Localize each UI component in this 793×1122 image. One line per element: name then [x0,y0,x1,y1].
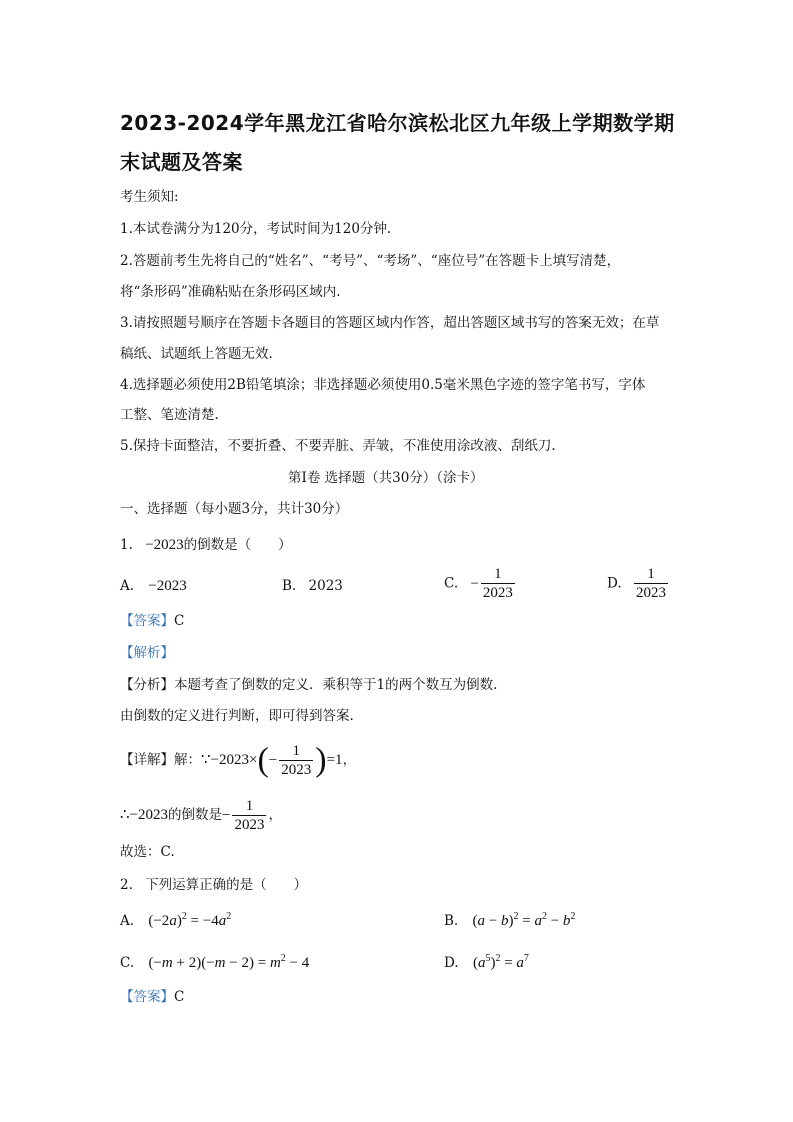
q1-detail-neg: − [268,752,278,769]
q1-fenxi [120,676,497,694]
notice-item-3-line-2: 稿纸、试题纸上答题无效. [120,346,273,362]
q1-option-d-fraction [634,566,668,602]
q1-therefore-fraction [232,798,266,834]
q1-option-c-sign: − [470,576,479,592]
q1-option-b-value: 2023 [308,578,343,594]
q1-option-a-value: −2023 [148,578,187,594]
q1-detail-equals: =1 [326,752,343,768]
q1-option-d-denominator: 2023 [635,585,666,601]
q1-text: 的倒数是（ ） [183,537,292,553]
q1-detail-numerator: 1 [292,742,301,759]
q1-detail-denominator: 2023 [281,761,312,778]
q2-option-b-formula: $(a - b)^2 = a^2 - b^2$ [472,911,576,929]
q1-therefore-text: 的倒数是 [168,807,223,823]
section-title: 第Ⅰ卷 选择题（共30分）（涂卡） [288,470,484,486]
q2-option-d-formula: $(a^5)^2 = a^7$ [472,953,529,971]
q2-option-c-label: C. [120,955,135,971]
q1-answer-tag: 【答案】 [120,613,174,629]
q1-therefore-neg: − [222,807,231,824]
therefore-symbol: ∴ [120,807,130,823]
q2-option-a-label: A. [120,913,135,929]
q1-fenxi-line-2: 由倒数的定义进行判断，即可得到答案. [120,708,354,724]
q2-option-a-formula: $(-2a)^2 = -4a^2$ [148,911,232,929]
q1-option-d-numerator: 1 [647,566,655,582]
q1-choose: 故选：C. [120,844,175,860]
q1-option-c-denominator: 2023 [482,585,513,601]
q1-detail-prefix: 解： [174,752,201,768]
q1-detail-comma: ， [342,752,357,768]
q1-therefore [120,795,282,836]
q2-number: 2. [120,877,133,893]
q1-detail-fraction [279,743,313,779]
q1-number: 1. [120,537,133,553]
notice-heading: 考生须知: [120,189,179,205]
q2-stem [120,876,307,894]
notice-item-2-line-1: 2.答题前考生先将自己的“姓名”、“考号”、“考场”、“座位号”在答题卡上填写清楚， [120,253,621,269]
doc-title-line-1: 2023-2024学年黑龙江省哈尔滨松北区九年级上学期数学期 [120,111,675,135]
q1-therefore-comma: ， [268,807,282,823]
notice-item-3-line-1: 3.请按照题号顺序在答题卡各题目的答题区域内作答，超出答题区域书写的答案无效；在草 [120,315,660,331]
doc-title-line-2: 末试题及答案 [120,150,243,174]
q1-option-c-label: C. [444,575,459,592]
q1-therefore-numerator: 1 [245,797,254,814]
q2-text: 下列运算正确的是（ ） [145,877,308,893]
left-paren: ( [257,741,269,779]
q2-option-c [120,950,309,972]
q1-therefore-expr: −2023 [129,807,169,823]
q1-option-a [120,577,187,595]
q1-fenxi-text: 本题考查了倒数的定义．乘积等于1的两个数互为倒数. [174,677,498,693]
q1-fenxi-tag: 【分析】 [120,677,174,693]
q1-analysis-tag: 【解析】 [120,645,174,661]
notice-item-1: 1.本试卷满分为120分，考试时间为120分钟. [120,221,392,237]
q1-option-b-label: B. [282,578,297,594]
q1-answer-value: C [174,613,185,629]
q2-option-b-label: B. [444,913,459,929]
q1-therefore-denominator: 2023 [234,816,265,833]
q1-option-c-numerator: 1 [494,566,502,582]
notice-item-4-line-2: 工整、笔迹清楚. [120,407,219,423]
q2-option-a [120,908,231,930]
q2-option-d-label: D. [444,955,459,971]
q1-option-c-fraction [481,566,515,602]
part-title: 一、选择题（每小题3分，共计30分） [120,501,349,517]
notice-item-5: 5.保持卡面整洁，不要折叠、不要弄脏、弄皱，不准使用涂改液、刮纸刀. [120,438,556,454]
q2-option-d [444,950,529,972]
right-paren: ) [315,741,327,779]
q2-answer-tag: 【答案】 [120,989,174,1005]
q1-stem [120,536,292,554]
notice-item-2-line-2: 将“条形码”准确粘贴在条形码区域内. [120,284,341,300]
q1-answer [120,612,184,630]
q1-option-b [282,577,343,595]
q1-option-d [607,566,670,602]
q1-math: −2023 [145,537,184,553]
q1-detail-expr: −2023× [210,752,258,768]
q2-option-c-formula: $(-m + 2)(-m - 2) = m^2 - 4$ [148,953,310,971]
notice-item-4-line-1: 4.选择题必须使用2B铅笔填涂；非选择题必须使用0.5毫米黑色字迹的签字笔书写，字体 [120,377,646,393]
q2-answer [120,988,184,1006]
q2-option-b [444,908,575,930]
q2-answer-value: C [174,989,185,1005]
q1-detail [120,740,356,781]
q1-option-c [444,566,517,602]
q1-option-a-label: A. [120,578,135,594]
q1-detail-tag: 【详解】 [120,752,174,768]
because-symbol: ∵ [201,752,211,768]
q1-option-d-label: D. [607,575,622,592]
